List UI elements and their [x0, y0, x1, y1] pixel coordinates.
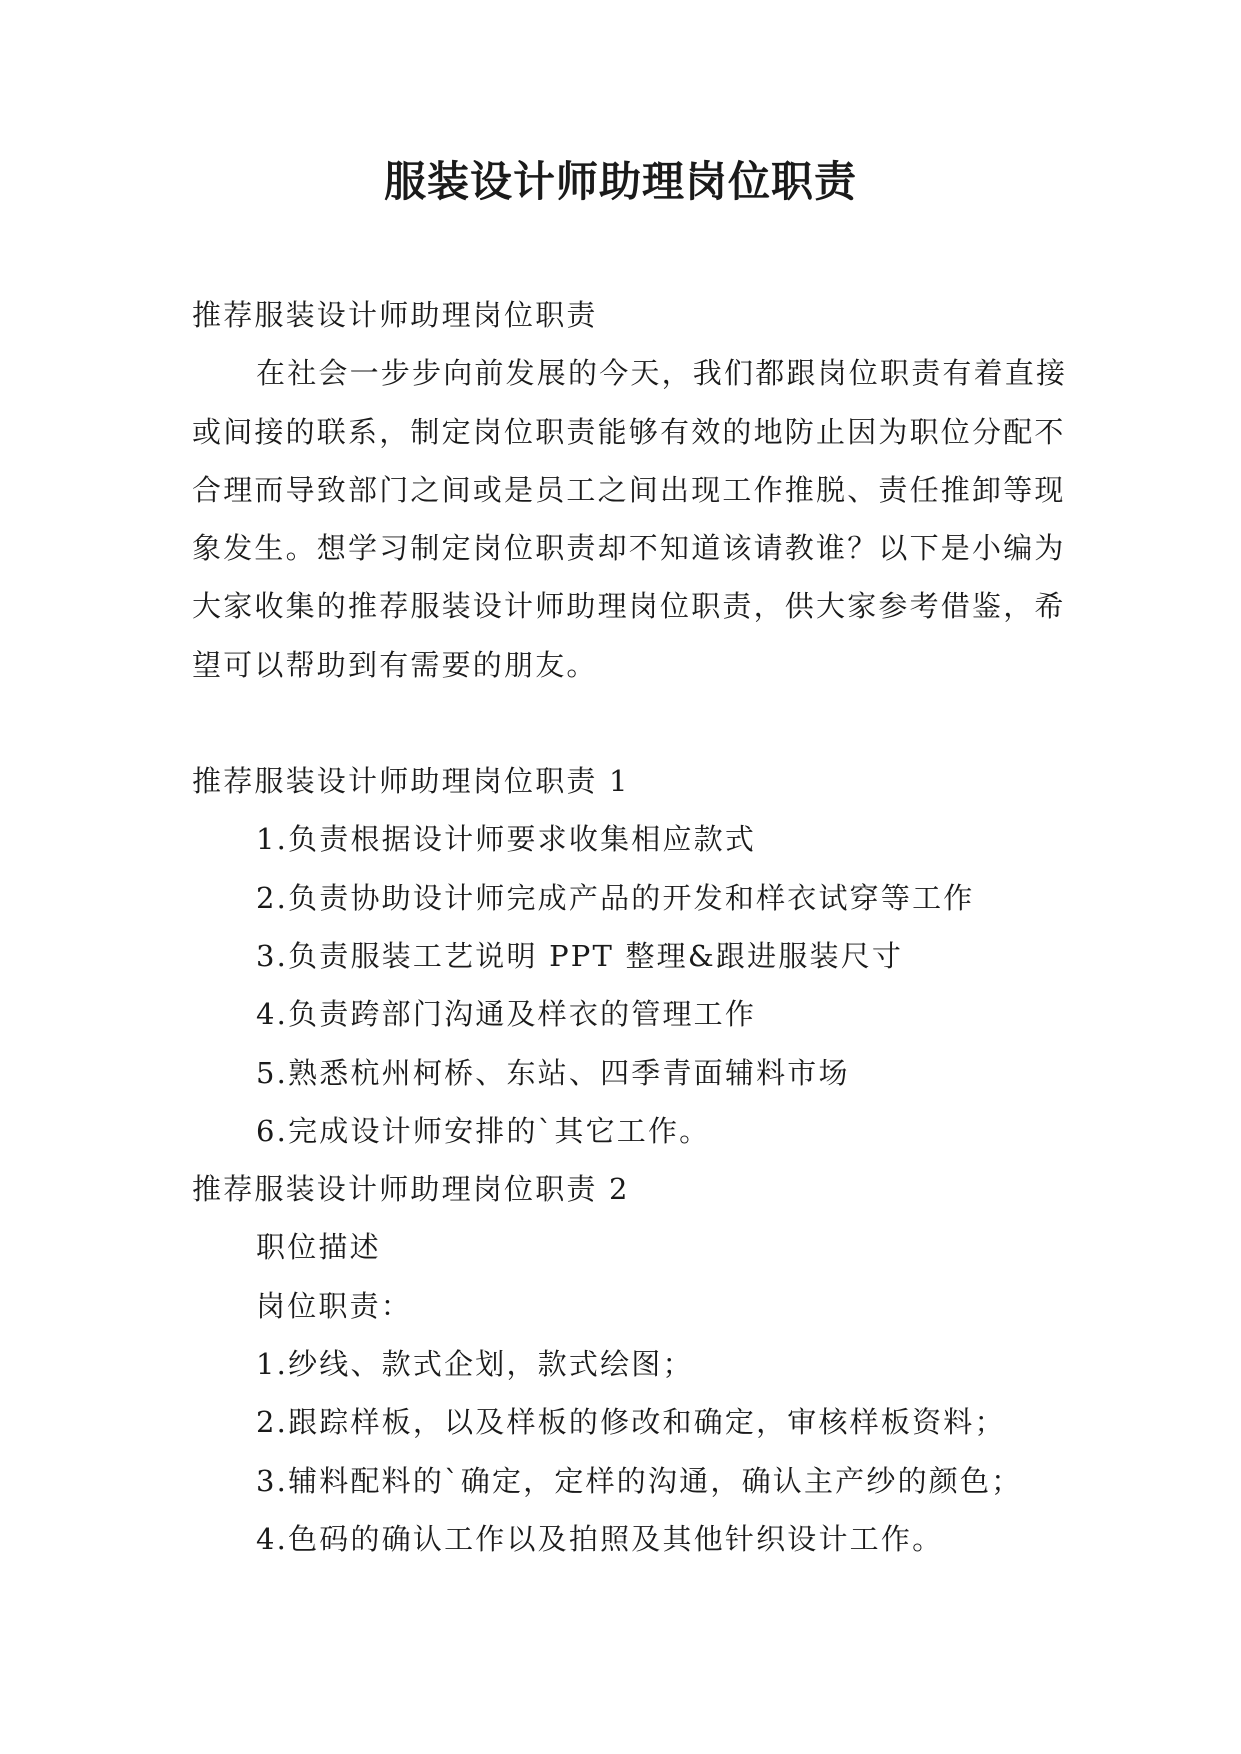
section1-item: 6.完成设计师安排的`其它工作。 — [256, 1113, 711, 1148]
section2-item: 4.色码的确认工作以及拍照及其他针织设计工作。 — [256, 1521, 944, 1556]
section2-label-duties: 岗位职责： — [256, 1288, 413, 1323]
section1-item: 3.负责服装工艺说明 PPT 整理&跟进服装尺寸 — [256, 938, 904, 973]
paragraph-gap — [192, 694, 1072, 752]
document-body — [192, 286, 1072, 1568]
section2-item: 2.跟踪样板，以及样板的修改和确定，审核样板资料； — [256, 1405, 1006, 1440]
document-subtitle: 推荐服装设计师助理岗位职责 — [192, 298, 598, 332]
section2-heading: 推荐服装设计师助理岗位职责 2 — [192, 1172, 630, 1207]
section1-item: 1.负责根据设计师要求收集相应款式 — [256, 822, 757, 857]
section1-item: 2.负责协助设计师完成产品的开发和样衣试穿等工作 — [256, 880, 975, 915]
section1-item: 5.熟悉杭州柯桥、东站、四季青面辅料市场 — [256, 1055, 850, 1090]
section2-item: 3.辅料配料的`确定，定样的沟通，确认主产纱的颜色； — [256, 1463, 1023, 1498]
section2-label-description: 职位描述 — [256, 1230, 381, 1265]
section1-item: 4.负责跨部门沟通及样衣的管理工作 — [256, 997, 757, 1032]
intro-paragraph: 在社会一步步向前发展的今天，我们都跟岗位职责有着直接或间接的联系，制定岗位职责能够有效的地防止因为职位分配不合理而导致部门之间或是员工之间出现工作推脱、责任推卸等现象发生。想学习制定岗位职责却不知道该请教谁？以下是小编为大家收集的推荐服装设计师助理岗位职责，供大家参考借鉴，希望可以帮助到有需要的朋友。 — [192, 356, 1068, 682]
section2-item: 1.纱线、款式企划，款式绘图； — [256, 1347, 694, 1382]
document-title: 服装设计师助理岗位职责 — [383, 157, 857, 206]
section1-heading: 推荐服装设计师助理岗位职责 1 — [192, 764, 630, 799]
